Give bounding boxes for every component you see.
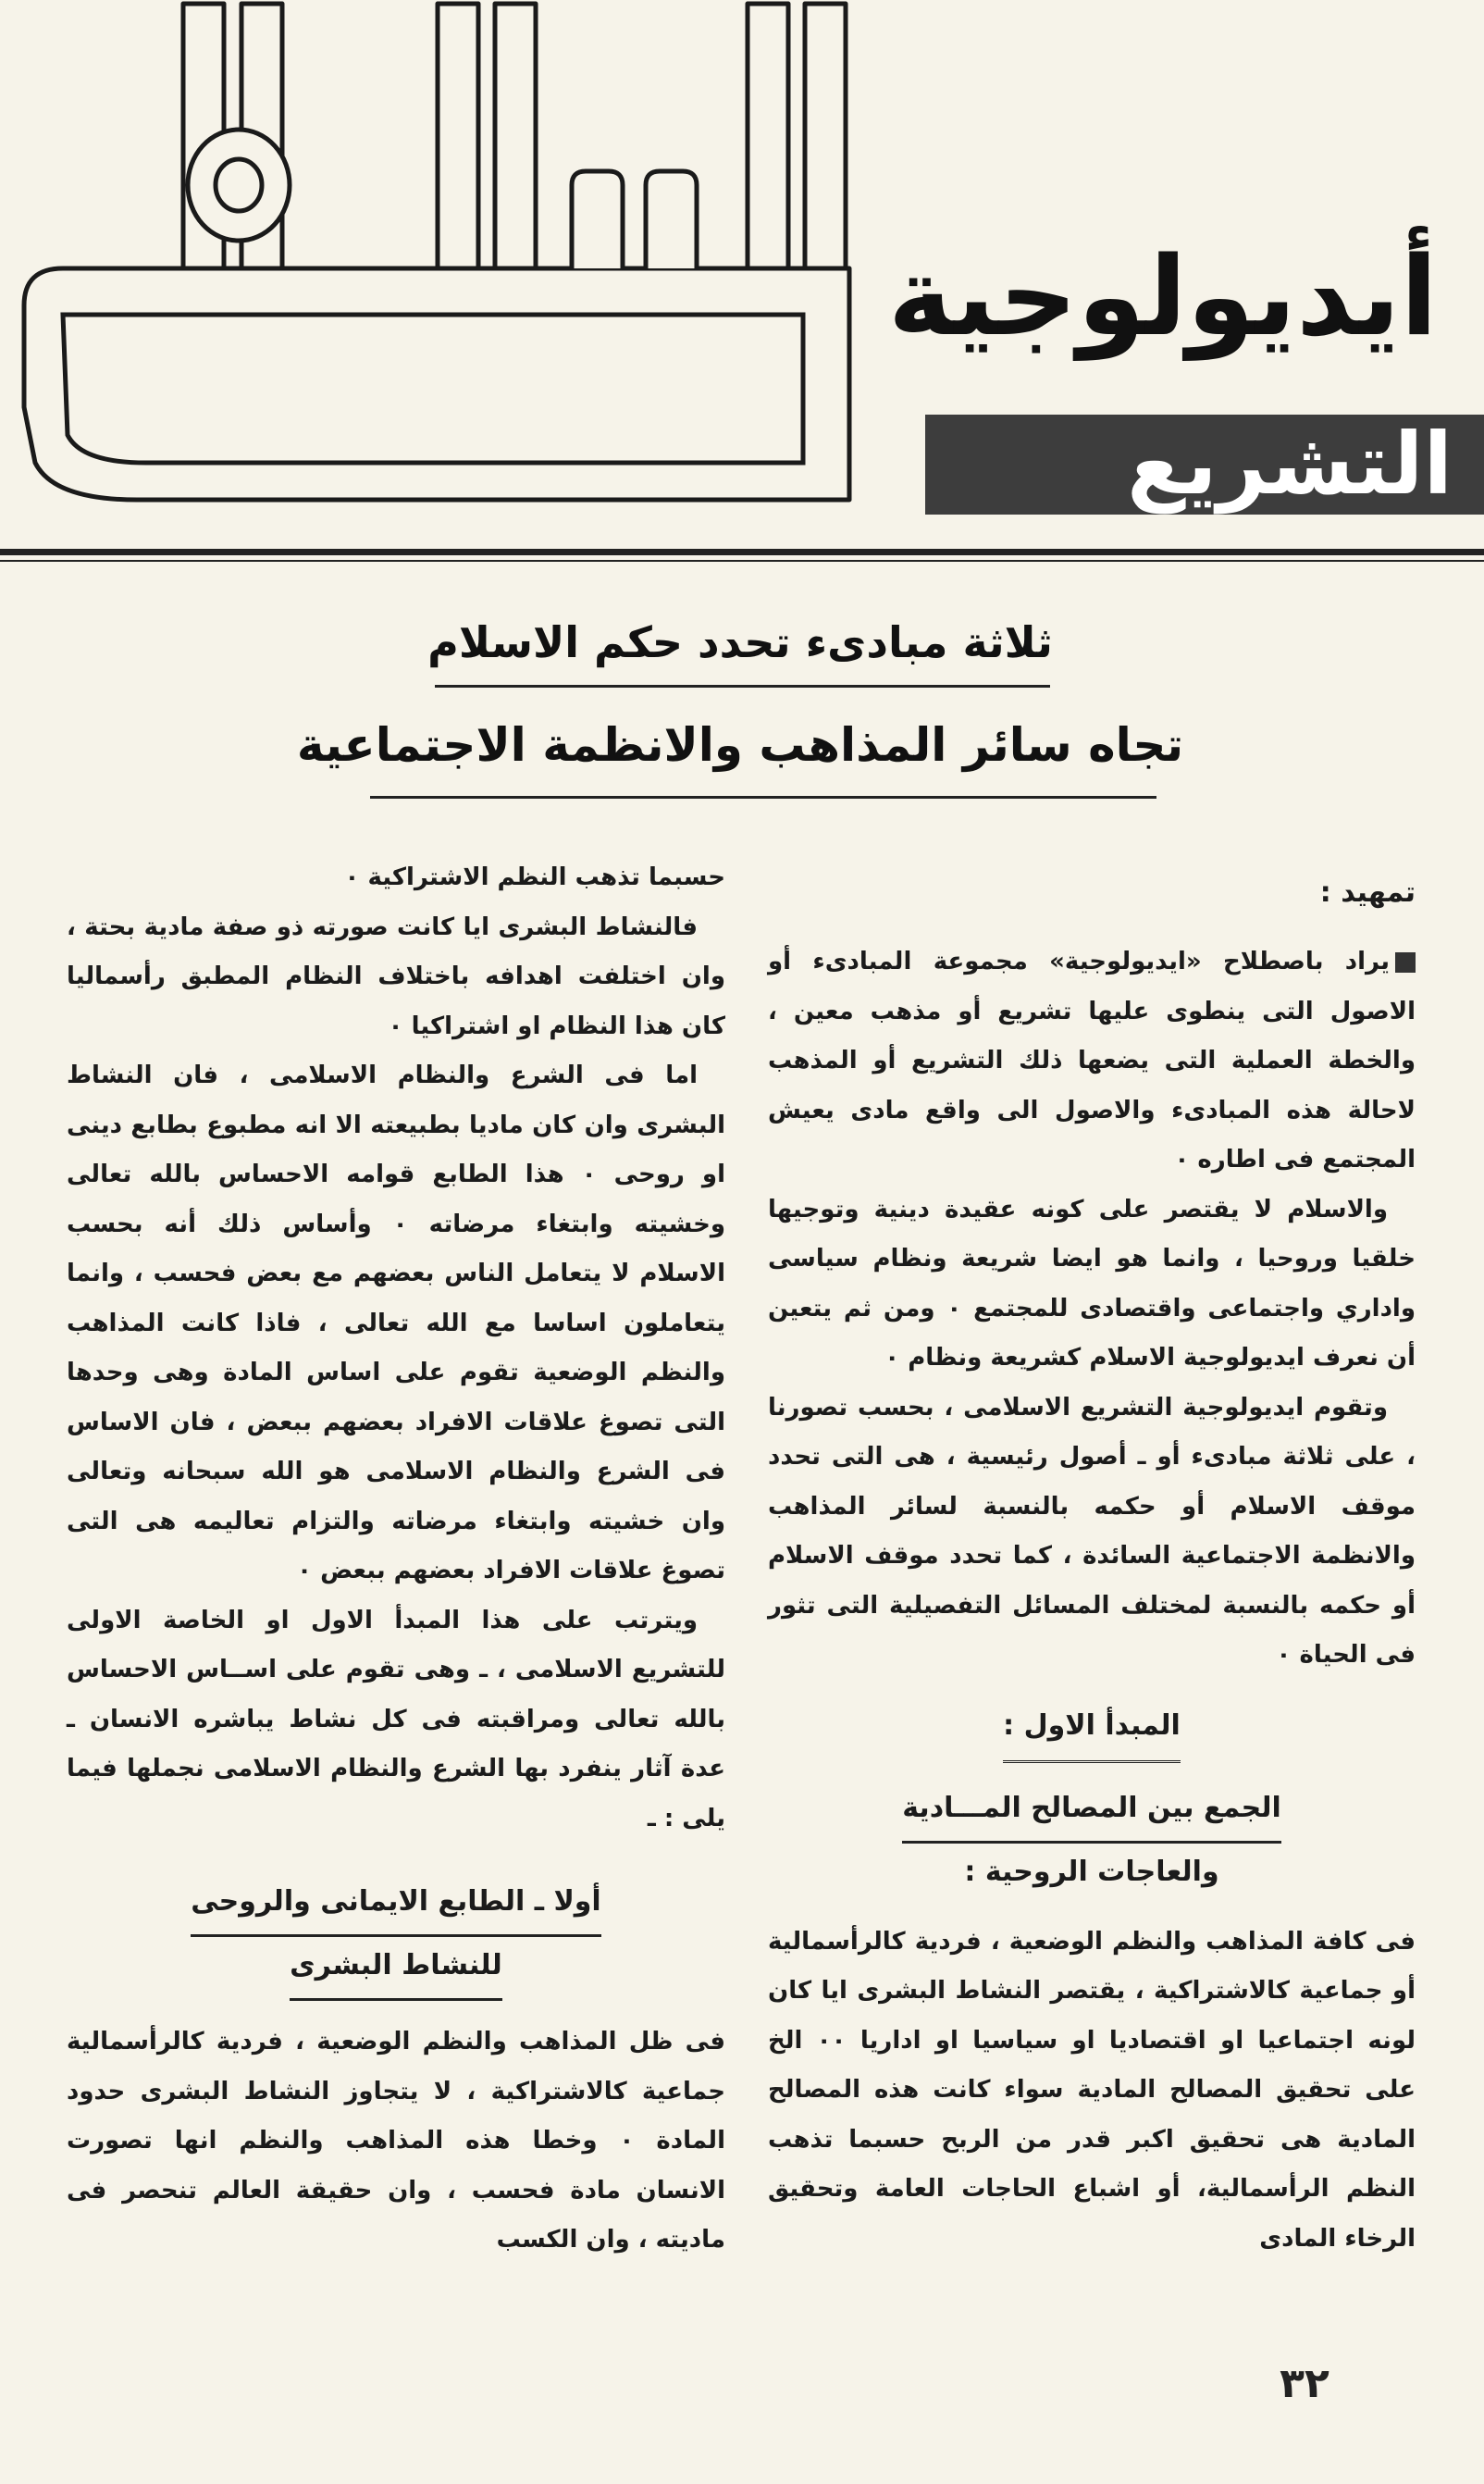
square-bullet-icon — [1395, 952, 1416, 973]
headline-1-underline — [435, 685, 1050, 688]
positivist-systems-paragraph: فى ظل المذاهب والنظم الوضعية ، فردية كالرأسمالية جماعية كالاشتراكية ، لا يتجاوز النشاط البشرى حدود المادة ٠ وخطا هذه المذاهب والنظم انها تصورت الانسان مادة فحسب ، وان حقيقة العالم تنحصر فى ماديته ، وان الكسب — [67, 2028, 725, 2254]
principle-subheading-2: والعاجات الروحية : — [964, 1855, 1219, 1888]
ideology-title: أيديولوجية — [887, 232, 1438, 360]
right-column — [768, 876, 1416, 2264]
legislation-banner: التشريع — [925, 415, 1484, 515]
intro-paragraph: يراد باصطلاح «ايديولوجية» مجموعة المبادىء أو الاصول التى ينطوى عليها تشريع أو مذهب معين ، والخطة العملية التى يضعها ذلك التشريع أو المذهب لاحالة هذه المبادىء والاصول الى واقع مادى يعيش المجتمع فى اطاره ٠ — [768, 948, 1416, 1174]
first-effect-subheading: للنشاط البشرى — [67, 1937, 725, 2001]
first-principle-heading: المبدأ الاول : — [768, 1697, 1416, 1763]
islam-paragraph: والاسلام لا يقتصر على كونه عقيدة دينية وتوجيها خلقيا وروحيا ، وانما هو ايضا شريعة ونظام سياسى واداري واجتماعى واقتصادى للمجتمع ٠ ومن ثم يتعين أن نعرف ايديولوجية الاسلام كشريعة ونظام ٠ — [768, 1195, 1416, 1372]
headline-line-1: ثلاثة مبادىء تحدد حكم الاسلام — [427, 617, 1053, 667]
first-effect-heading: أولا ـ الطابع الايمانى والروحى — [67, 1873, 725, 1937]
headline-line-2: تجاه سائر المذاهب والانظمة الاجتماعية — [296, 718, 1184, 772]
islamic-outline-logo — [17, 0, 923, 546]
masthead-rule-thin — [0, 560, 1484, 562]
islamic-system-paragraph: اما فى الشرع والنظام الاسلامى ، فان النشاط البشرى وان كان ماديا بطبيعته الا انه مطبوع بطابع دينى او روحى ٠ هذا الطابع قوامه الاحساس بالله تعالى وخشيته وابتغاء مرضاته ٠ وأساس ذلك أنه بحسب الاسلام لا يتعامل الناس بعضهم مع بعض فحسب ، وانما يتعاملون اساسا مع الله تعالى ، فاذا كانت المذاهب والنظم الوضعية تقوم على اساس المادة وهى وحدها التى تصوغ علاقات الافراد بعضهم ببعض ، فان الاساس فى الشرع والنظام الاسلامى هو الله سبحانه وتعالى وان خشيته وابتغاء مرضاته والتزام تعاليمه هى التى تصوغ علاقات الافراد بعضهم ببعض ٠ — [67, 1062, 726, 1584]
page-number: ٣٢ — [1280, 2360, 1329, 2407]
consequences-paragraph: ويترتب على هذا المبدأ الاول او الخاصة الاولى للتشريع الاسلامى ، ـ وهى تقوم على اســاس الاحساس بالله تعالى ومراقبته فى كل نشاط يباشره الانسان ـ عدة آثار ينفرد بها الشرع والنظام الاسلامى نجملها فيما يلى : ـ — [67, 1606, 725, 1832]
ideology-paragraph: وتقوم ايديولوجية التشريع الاسلامى ، بحسب تصورنا ، على ثلاثة مبادىء أو ـ أصول رئيسية ، هى التى تحدد موقف الاسلام أو حكمه بالنسبة لسائر المذاهب والانظمة الاجتماعية السائدة ، كما تحدد موقف الاسلام أو حكمه بالنسبة لمختلف المسائل التفصيلية التى تثور فى الحياة ٠ — [768, 1393, 1416, 1669]
human-activity-paragraph: فالنشاط البشرى ايا كانت صورته ذو صفة مادية بحتة ، وان اختلفت اهدافه باختلاف النظام المطبق رأسماليا كان هذا النظام او اشتراكيا ٠ — [67, 913, 725, 1040]
intro-heading: تمهيد : — [1319, 876, 1416, 909]
masthead-rule-thick — [0, 549, 1484, 555]
continuation-paragraph: حسبما تذهب النظم الاشتراكية ٠ — [344, 863, 725, 891]
masthead — [0, 0, 1484, 566]
headline-2-underline — [370, 796, 1156, 799]
principle-subheading-1: الجمع بين المصالح المـــادية — [768, 1780, 1416, 1844]
left-column — [67, 853, 725, 2266]
material-paragraph: فى كافة المذاهب والنظم الوضعية ، فردية كالرأسمالية أو جماعية كالاشتراكية ، يقتصر النشاط البشرى ايا كان لونه اجتماعيا او اقتصاديا او سياسيا او اداريا ٠٠ الخ على تحقيق المصالح المادية سواء كانت هذه المصالح المادية هى تحقيق اكبر قدر من الربح حسبما تذهب النظم الرأسمالية، أو اشباع الحاجات العامة وتحقيق الرخاء المادى — [768, 1927, 1416, 2253]
